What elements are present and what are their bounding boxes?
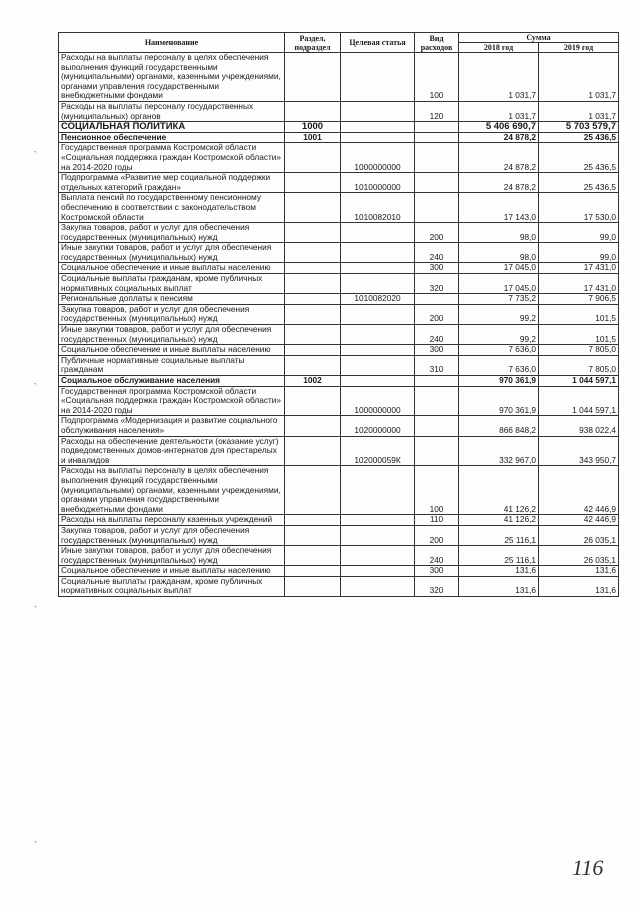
row-section	[285, 294, 341, 305]
row-type: 110	[415, 515, 459, 526]
row-target	[341, 53, 415, 102]
margin-mark: `	[34, 605, 37, 615]
row-section	[285, 345, 341, 356]
table-row	[59, 53, 619, 102]
row-sum-2018: 41 126,2	[459, 515, 539, 526]
table-row	[59, 223, 619, 243]
row-name: Государственная программа Костромской области «Социальная поддержка граждан Костромской области» на 2014-2020 годы	[59, 386, 285, 416]
row-sum-2018: 5 406 690,7	[459, 122, 539, 133]
row-name: Закупка товаров, работ и услуг для обеспечения государственных (муниципальных) нужд	[59, 223, 285, 243]
row-type: 320	[415, 274, 459, 294]
row-section	[285, 546, 341, 566]
page-number: 116	[572, 855, 604, 880]
row-sum-2018: 25 116,1	[459, 525, 539, 545]
row-section	[285, 466, 341, 515]
row-type: 200	[415, 525, 459, 545]
row-section: 1002	[285, 376, 341, 387]
row-target	[341, 345, 415, 356]
row-sum-2019: 131,6	[539, 566, 619, 577]
header-type: Вид расходов	[415, 33, 459, 53]
row-type: 200	[415, 223, 459, 243]
header-year-2019: 2019 год	[539, 43, 619, 53]
row-sum-2019: 1 044 597,1	[539, 376, 619, 387]
row-type: 100	[415, 53, 459, 102]
row-target: 1010000000	[341, 173, 415, 193]
row-section	[285, 416, 341, 436]
row-sum-2018: 99,2	[459, 325, 539, 345]
row-target	[341, 466, 415, 515]
header-section: Раздел, подраздел	[285, 33, 341, 53]
row-name: Подпрограмма «Развитие мер социальной поддержки отдельных категорий граждан»	[59, 173, 285, 193]
table-row	[59, 525, 619, 545]
row-name: Публичные нормативные социальные выплаты гражданам	[59, 355, 285, 375]
row-sum-2019: 42 446,9	[539, 515, 619, 526]
row-name: Выплата пенсий по государственному пенсионному обеспечению в соответствии с законодательством Костромской области	[59, 193, 285, 223]
row-target	[341, 566, 415, 577]
row-name: Расходы на выплаты персоналу в целях обеспечения выполнения функций государственными (муниципальными) органами, казенными учреждениями, органами управления государственными внебюджетными фондами	[59, 53, 285, 102]
row-type: 300	[415, 566, 459, 577]
row-name: Расходы на выплаты персоналу казенных учреждений	[59, 515, 285, 526]
row-name: Подпрограмма «Модернизация и развитие социального обслуживания населения»	[59, 416, 285, 436]
row-type	[415, 132, 459, 143]
margin-mark: `	[34, 382, 37, 392]
row-sum-2018: 99,2	[459, 304, 539, 324]
header-target: Целевая статья	[341, 33, 415, 53]
row-sum-2019: 343 950,7	[539, 436, 619, 466]
row-sum-2019: 7 805,0	[539, 355, 619, 375]
row-sum-2019: 26 035,1	[539, 525, 619, 545]
row-target	[341, 243, 415, 263]
row-sum-2019: 1 031,7	[539, 101, 619, 121]
margin-mark: `	[34, 840, 37, 850]
row-sum-2018: 24 878,2	[459, 143, 539, 173]
row-sum-2018: 25 116,1	[459, 546, 539, 566]
table-row	[59, 304, 619, 324]
row-target	[341, 274, 415, 294]
row-target: 1000000000	[341, 386, 415, 416]
row-sum-2019: 7 805,0	[539, 345, 619, 356]
row-section	[285, 173, 341, 193]
row-sum-2018: 17 045,0	[459, 274, 539, 294]
row-type: 310	[415, 355, 459, 375]
row-section	[285, 243, 341, 263]
row-target	[341, 304, 415, 324]
table-row	[59, 101, 619, 121]
row-type	[415, 436, 459, 466]
budget-table-sheet	[58, 32, 618, 597]
row-name: Социальное обслуживание населения	[59, 376, 285, 387]
row-target	[341, 101, 415, 121]
row-sum-2018: 41 126,2	[459, 466, 539, 515]
row-sum-2019: 25 436,5	[539, 132, 619, 143]
row-target	[341, 132, 415, 143]
row-sum-2018: 866 848,2	[459, 416, 539, 436]
row-sum-2018: 1 031,7	[459, 53, 539, 102]
row-sum-2019: 17 530,0	[539, 193, 619, 223]
row-sum-2019: 25 436,5	[539, 173, 619, 193]
row-name: СОЦИАЛЬНАЯ ПОЛИТИКА	[59, 122, 285, 133]
row-target: 1010082010	[341, 193, 415, 223]
table-row	[59, 143, 619, 173]
row-section	[285, 304, 341, 324]
row-name: Иные закупки товаров, работ и услуг для обеспечения государственных (муниципальных) нужд	[59, 325, 285, 345]
row-sum-2018: 24 878,2	[459, 173, 539, 193]
table-row	[59, 416, 619, 436]
row-name: Расходы на обеспечение деятельности (оказание услуг) подведомственных домов-интернатов для престарелых и инвалидов	[59, 436, 285, 466]
table-row	[59, 515, 619, 526]
table-row	[59, 263, 619, 274]
row-section	[285, 576, 341, 596]
row-sum-2019: 42 446,9	[539, 466, 619, 515]
table-row	[59, 466, 619, 515]
row-target	[341, 263, 415, 274]
row-section	[285, 355, 341, 375]
row-target	[341, 576, 415, 596]
row-sum-2018: 7 735,2	[459, 294, 539, 305]
row-section	[285, 274, 341, 294]
row-name: Региональные доплаты к пенсиям	[59, 294, 285, 305]
row-type: 240	[415, 546, 459, 566]
row-name: Закупка товаров, работ и услуг для обеспечения государственных (муниципальных) нужд	[59, 304, 285, 324]
row-sum-2019: 26 035,1	[539, 546, 619, 566]
row-target	[341, 546, 415, 566]
row-target: 102000059К	[341, 436, 415, 466]
row-sum-2019: 1 044 597,1	[539, 386, 619, 416]
row-section: 1000	[285, 122, 341, 133]
row-target: 1010082020	[341, 294, 415, 305]
table-row	[59, 566, 619, 577]
row-section: 1001	[285, 132, 341, 143]
table-row	[59, 274, 619, 294]
row-type	[415, 376, 459, 387]
row-type	[415, 173, 459, 193]
row-section	[285, 515, 341, 526]
row-sum-2019: 17 431,0	[539, 263, 619, 274]
row-type	[415, 416, 459, 436]
row-section	[285, 193, 341, 223]
row-type	[415, 143, 459, 173]
row-sum-2018: 24 878,2	[459, 132, 539, 143]
row-sum-2019: 7 906,5	[539, 294, 619, 305]
budget-table-body	[59, 53, 619, 597]
table-row	[59, 376, 619, 387]
row-target	[341, 122, 415, 133]
table-row	[59, 193, 619, 223]
table-row	[59, 576, 619, 596]
table-row	[59, 173, 619, 193]
row-type: 300	[415, 263, 459, 274]
row-target: 1020000000	[341, 416, 415, 436]
row-section	[285, 325, 341, 345]
row-target	[341, 376, 415, 387]
row-sum-2019: 938 022,4	[539, 416, 619, 436]
row-target	[341, 355, 415, 375]
row-target: 1000000000	[341, 143, 415, 173]
row-type: 100	[415, 466, 459, 515]
row-sum-2019: 101,5	[539, 304, 619, 324]
row-type	[415, 386, 459, 416]
row-sum-2018: 131,6	[459, 566, 539, 577]
table-row	[59, 325, 619, 345]
table-row	[59, 294, 619, 305]
row-sum-2019: 131,6	[539, 576, 619, 596]
table-row	[59, 243, 619, 263]
row-section	[285, 223, 341, 243]
row-section	[285, 566, 341, 577]
row-sum-2018: 7 636,0	[459, 345, 539, 356]
row-sum-2018: 17 143,0	[459, 193, 539, 223]
row-name: Расходы на выплаты персоналу в целях обеспечения выполнения функций государственными (муниципальными) органами, казенными учреждениями, органами управления государственными внебюджетными фондами	[59, 466, 285, 515]
row-type	[415, 122, 459, 133]
row-target	[341, 525, 415, 545]
row-name: Социальное обеспечение и иные выплаты населению	[59, 345, 285, 356]
table-row	[59, 345, 619, 356]
row-name: Иные закупки товаров, работ и услуг для обеспечения государственных (муниципальных) нужд	[59, 243, 285, 263]
row-type: 200	[415, 304, 459, 324]
table-row	[59, 546, 619, 566]
row-section	[285, 101, 341, 121]
row-sum-2019: 1 031,7	[539, 53, 619, 102]
row-section	[285, 263, 341, 274]
row-sum-2019: 17 431,0	[539, 274, 619, 294]
table-row	[59, 355, 619, 375]
table-row	[59, 386, 619, 416]
row-sum-2018: 131,6	[459, 576, 539, 596]
row-type: 240	[415, 325, 459, 345]
row-sum-2019: 5 703 579,7	[539, 122, 619, 133]
header-sum: Сумма	[459, 33, 619, 43]
row-target	[341, 325, 415, 345]
budget-table	[58, 32, 619, 597]
row-section	[285, 436, 341, 466]
row-sum-2019: 25 436,5	[539, 143, 619, 173]
row-sum-2018: 98,0	[459, 223, 539, 243]
row-sum-2019: 99,0	[539, 243, 619, 263]
row-type	[415, 193, 459, 223]
row-type: 320	[415, 576, 459, 596]
row-type	[415, 294, 459, 305]
row-section	[285, 53, 341, 102]
row-section	[285, 525, 341, 545]
row-sum-2018: 1 031,7	[459, 101, 539, 121]
row-name: Расходы на выплаты персоналу государственных (муниципальных) органов	[59, 101, 285, 121]
row-sum-2018: 7 636,0	[459, 355, 539, 375]
table-row	[59, 132, 619, 143]
row-sum-2018: 970 361,9	[459, 376, 539, 387]
header-year-2018: 2018 год	[459, 43, 539, 53]
row-name: Государственная программа Костромской области «Социальная поддержка граждан Костромской области» на 2014-2020 годы	[59, 143, 285, 173]
row-sum-2018: 98,0	[459, 243, 539, 263]
row-name: Закупка товаров, работ и услуг для обеспечения государственных (муниципальных) нужд	[59, 525, 285, 545]
row-type: 300	[415, 345, 459, 356]
row-type: 240	[415, 243, 459, 263]
row-sum-2019: 99,0	[539, 223, 619, 243]
row-type: 120	[415, 101, 459, 121]
row-name: Социальное обеспечение и иные выплаты населению	[59, 566, 285, 577]
table-row	[59, 436, 619, 466]
row-name: Социальное обеспечение и иные выплаты населению	[59, 263, 285, 274]
row-sum-2018: 970 361,9	[459, 386, 539, 416]
row-name: Социальные выплаты гражданам, кроме публичных нормативных социальных выплат	[59, 576, 285, 596]
row-section	[285, 143, 341, 173]
row-sum-2019: 101,5	[539, 325, 619, 345]
row-name: Социальные выплаты гражданам, кроме публичных нормативных социальных выплат	[59, 274, 285, 294]
row-target	[341, 223, 415, 243]
row-section	[285, 386, 341, 416]
header-name: Наименование	[59, 33, 285, 53]
row-target	[341, 515, 415, 526]
row-sum-2018: 332 967,0	[459, 436, 539, 466]
table-row	[59, 122, 619, 133]
margin-mark: `	[34, 150, 37, 160]
row-name: Пенсионное обеспечение	[59, 132, 285, 143]
row-name: Иные закупки товаров, работ и услуг для обеспечения государственных (муниципальных) нужд	[59, 546, 285, 566]
row-sum-2018: 17 045,0	[459, 263, 539, 274]
